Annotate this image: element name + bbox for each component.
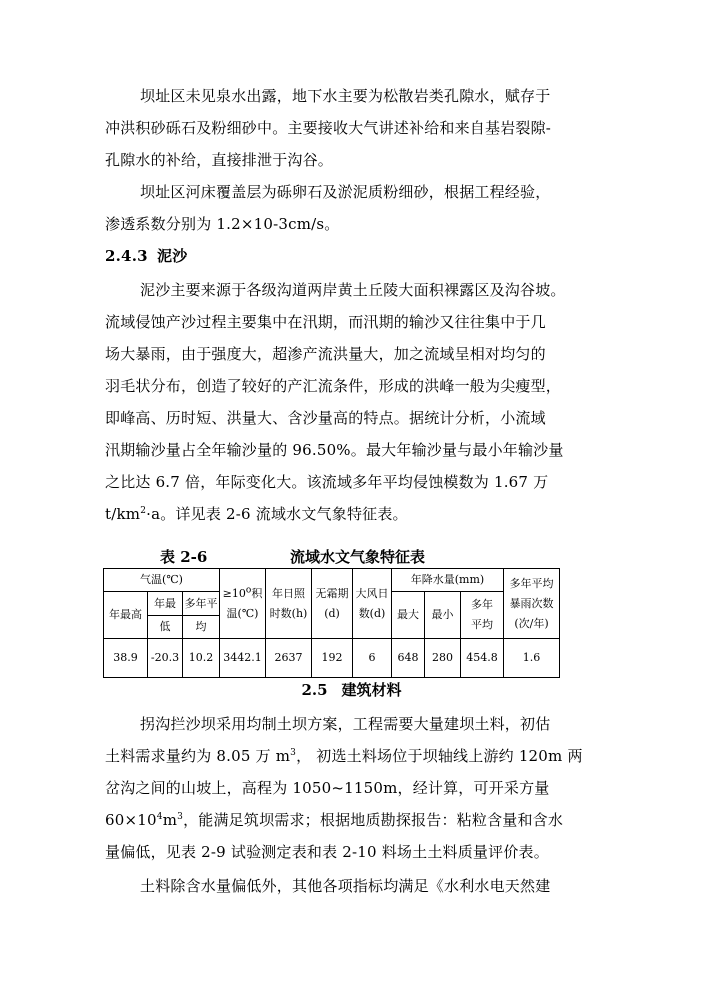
text-run: 暴雨次数 <box>509 596 554 610</box>
paragraph-line: 孔隙水的补给，直接排泄于沟谷。 <box>105 151 334 169</box>
text-run: 时数(h) <box>269 606 308 620</box>
table-cell: 280 <box>425 639 461 678</box>
text-run: ， 初选土料场位于坝轴线上游约 120m 两 <box>296 747 583 765</box>
text-run: 无霜期 <box>315 586 349 600</box>
table-cell: 10.2 <box>183 639 220 678</box>
header-rainstorm <box>504 569 560 639</box>
paragraph-line: 量偏低，见表 2-9 试验测定表和表 2-10 料场土土料质量评价表。 <box>105 843 549 861</box>
section-title: 建筑材料 <box>341 681 402 699</box>
table-cell: 454.8 <box>461 639 504 678</box>
header-precip-avg <box>461 592 504 639</box>
text-run: 平均 <box>471 618 493 631</box>
paragraph-line: 渗透系数分别为 1.2×10-3cm/s。 <box>105 215 340 233</box>
paragraph-line <box>105 746 583 766</box>
header-precip-min: 最小 <box>425 592 461 639</box>
header-temp-group: 气温(℃) <box>104 569 220 592</box>
section-number: 2.5 <box>301 681 328 699</box>
paragraph-line <box>105 504 408 524</box>
superscript: 2 <box>140 506 147 516</box>
text-run: 积 <box>251 586 263 600</box>
table-cell: 6 <box>353 639 392 678</box>
table-header-row <box>104 569 560 592</box>
text-run: 土料需求量约为 8.05 万 m <box>105 747 291 765</box>
paragraph-line: 拐沟拦沙坝采用均制土坝方案，工程需要大量建坝土料，初估 <box>140 715 551 733</box>
section-title: 泥沙 <box>157 247 188 265</box>
table-row <box>104 639 560 678</box>
header-year-min: 年最 <box>148 592 183 616</box>
header-avg: 多年平 <box>183 592 220 616</box>
table-cell: -20.3 <box>148 639 183 678</box>
text-run: t/km <box>105 505 141 523</box>
section-heading-2-5 <box>0 679 703 700</box>
paragraph-line: 岔沟之间的山坡上，高程为 1050~1150m，经计算，可开采方量 <box>105 779 550 797</box>
text-run: ≥10 <box>222 586 246 600</box>
header-precip-max: 最大 <box>392 592 425 639</box>
superscript: 3 <box>290 748 297 758</box>
paragraph-line: 坝址区河床覆盖层为砾卵石及淤泥质粉细砂，根据工程经验， <box>140 183 551 201</box>
paragraph-line: 汛期输沙量占全年输沙量的 96.50%。最大年输沙量与最小年输沙量 <box>105 441 564 459</box>
text-run: 温(℃) <box>226 606 259 620</box>
table-cell: 2637 <box>266 639 312 678</box>
text-run: m <box>162 811 178 829</box>
header-year-min: 低 <box>148 616 183 639</box>
table-cell: 1.6 <box>504 639 560 678</box>
table-cell: 192 <box>312 639 353 678</box>
header-year-max: 年最高 <box>104 592 148 639</box>
paragraph-line: 冲洪积砂砾石及粉细砂中。主要接收大气讲述补给和来自基岩裂隙- <box>105 119 552 137</box>
text-run: 多年平均 <box>509 576 554 590</box>
table-cell: 38.9 <box>104 639 148 678</box>
text-run: 大风日 <box>355 586 389 600</box>
paragraph-line: 土料除含水量偏低外，其他各项指标均满足《水利水电天然建 <box>140 877 551 895</box>
hydro-meteorology-table <box>103 568 560 678</box>
header-frost-free <box>312 569 353 639</box>
table-title: 流域水文气象特征表 <box>290 548 426 566</box>
paragraph-line: 坝址区未见泉水出露，地下水主要为松散岩类孔隙水，赋存于 <box>140 87 551 105</box>
text-run: 60×10 <box>105 811 157 829</box>
paragraph-line <box>105 810 563 830</box>
paragraph-line: 即峰高、历时短、洪量大、含沙量高的特点。据统计分析，小流域 <box>105 409 546 427</box>
header-sunshine <box>266 569 312 639</box>
table-cell: 648 <box>392 639 425 678</box>
superscript: 3 <box>177 812 184 822</box>
header-wind-days <box>353 569 392 639</box>
header-avg: 均 <box>183 616 220 639</box>
header-accumulated-temp <box>220 569 266 639</box>
table-cell: 3442.1 <box>220 639 266 678</box>
section-number: 2.4.3 <box>105 247 148 265</box>
paragraph-line: 场大暴雨，由于强度大，超渗产流洪量大，加之流域呈相对均匀的 <box>105 345 546 363</box>
text-run: ·a。详见表 2-6 流域水文气象特征表。 <box>146 505 408 523</box>
text-run: 年日照 <box>272 586 305 600</box>
text-run: ，能满足筑坝需求；根据地质勘探报告：粘粒含量和含水 <box>183 811 564 829</box>
text-run: (次/年) <box>514 616 549 630</box>
paragraph-line: 泥沙主要来源于各级沟道两岸黄土丘陵大面积裸露区及沟谷坡。 <box>140 281 566 299</box>
superscript: o <box>245 584 252 595</box>
text-run: 多年 <box>471 598 493 611</box>
header-precip-group: 年降水量(mm) <box>392 569 504 592</box>
paragraph-line: 流域侵蚀产沙过程主要集中在汛期，而汛期的输沙又往往集中于几 <box>105 313 546 331</box>
paragraph-line: 羽毛状分布，创造了较好的产汇流条件，形成的洪峰一般为尖瘦型， <box>105 377 562 395</box>
section-heading-2-4-3 <box>105 246 187 266</box>
paragraph-line: 之比达 6.7 倍，年际变化大。该流域多年平均侵蚀模数为 1.67 万 <box>105 473 549 491</box>
text-run: (d) <box>324 606 340 620</box>
table-label: 表 2-6 <box>160 548 208 566</box>
text-run: 数(d) <box>358 606 386 620</box>
superscript: 4 <box>156 812 163 822</box>
